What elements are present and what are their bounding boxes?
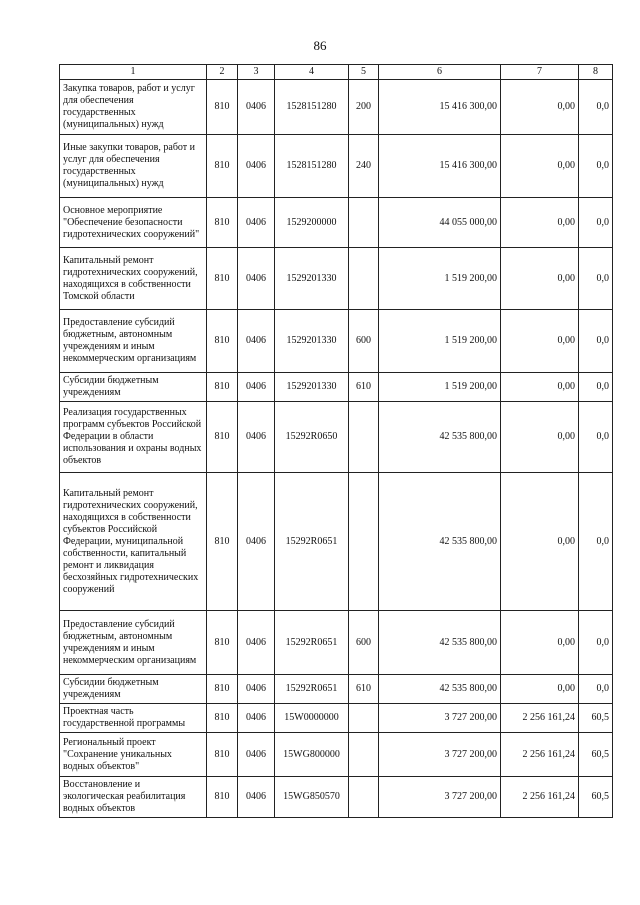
cell-planned: 1 519 200,00: [379, 248, 501, 310]
cell-expense-type: [349, 402, 379, 473]
cell-chapter: 810: [207, 611, 238, 675]
cell-executed: 2 256 161,24: [501, 777, 579, 818]
table-row: [60, 704, 613, 733]
cell-target-article: 15292R0651: [275, 675, 349, 704]
cell-expense-type: [349, 473, 379, 611]
row-name: Субсидии бюджетным учреждениям: [60, 373, 207, 402]
cell-expense-type: 610: [349, 675, 379, 704]
cell-percent: 0,0: [579, 402, 613, 473]
cell-section: 0406: [238, 248, 275, 310]
cell-expense-type: 610: [349, 373, 379, 402]
row-name: Восстановление и экологическая реабилитация водных объектов: [60, 777, 207, 818]
cell-chapter: 810: [207, 248, 238, 310]
cell-section: 0406: [238, 473, 275, 611]
page-number: 86: [313, 38, 327, 53]
column-header: 6: [379, 65, 501, 80]
cell-percent: 0,0: [579, 611, 613, 675]
cell-planned: 3 727 200,00: [379, 733, 501, 777]
cell-planned: 42 535 800,00: [379, 402, 501, 473]
cell-chapter: 810: [207, 704, 238, 733]
cell-planned: 15 416 300,00: [379, 80, 501, 135]
cell-section: 0406: [238, 704, 275, 733]
table-row: [60, 777, 613, 818]
cell-planned: 42 535 800,00: [379, 675, 501, 704]
row-name: Иные закупки товаров, работ и услуг для обеспечения государственных (муниципальных) нужд: [60, 135, 207, 198]
cell-chapter: 810: [207, 80, 238, 135]
cell-planned: 42 535 800,00: [379, 611, 501, 675]
cell-chapter: 810: [207, 402, 238, 473]
cell-target-article: 15W0000000: [275, 704, 349, 733]
row-name: Капитальный ремонт гидротехнических сооружений, находящихся в собственности субъектов Российской Федерации, муниципальной собственности, капитальный ремонт и ликвидация бесхозяйных гидротехнических сооружений: [60, 473, 207, 611]
cell-executed: 2 256 161,24: [501, 733, 579, 777]
table-row: [60, 733, 613, 777]
cell-target-article: 1529201330: [275, 248, 349, 310]
budget-table: [59, 64, 613, 818]
cell-chapter: 810: [207, 733, 238, 777]
table-row: [60, 135, 613, 198]
row-name: Субсидии бюджетным учреждениям: [60, 675, 207, 704]
column-header: 4: [275, 65, 349, 80]
cell-executed: 0,00: [501, 373, 579, 402]
cell-section: 0406: [238, 402, 275, 473]
row-name: Реализация государственных программ субъектов Российской Федерации в области использования и охраны водных объектов: [60, 402, 207, 473]
cell-percent: 0,0: [579, 675, 613, 704]
cell-target-article: 1528151280: [275, 80, 349, 135]
cell-planned: 3 727 200,00: [379, 777, 501, 818]
cell-target-article: 15WG850570: [275, 777, 349, 818]
cell-executed: 0,00: [501, 198, 579, 248]
cell-planned: 1 519 200,00: [379, 310, 501, 373]
cell-planned: 42 535 800,00: [379, 473, 501, 611]
cell-executed: 0,00: [501, 310, 579, 373]
cell-percent: 0,0: [579, 80, 613, 135]
cell-chapter: 810: [207, 473, 238, 611]
cell-section: 0406: [238, 777, 275, 818]
column-header: 3: [238, 65, 275, 80]
column-header: 1: [60, 65, 207, 80]
cell-planned: 44 055 000,00: [379, 198, 501, 248]
cell-expense-type: 240: [349, 135, 379, 198]
cell-section: 0406: [238, 135, 275, 198]
cell-expense-type: [349, 198, 379, 248]
cell-target-article: 15292R0650: [275, 402, 349, 473]
row-name: Проектная часть государственной программы: [60, 704, 207, 733]
cell-target-article: 1529201330: [275, 310, 349, 373]
column-header: 8: [579, 65, 613, 80]
row-name: Основное мероприятие "Обеспечение безопасности гидротехнических сооружений": [60, 198, 207, 248]
cell-chapter: 810: [207, 310, 238, 373]
cell-executed: 2 256 161,24: [501, 704, 579, 733]
cell-expense-type: 600: [349, 611, 379, 675]
cell-percent: 60,5: [579, 733, 613, 777]
cell-percent: 0,0: [579, 310, 613, 373]
column-header: 5: [349, 65, 379, 80]
cell-expense-type: 200: [349, 80, 379, 135]
cell-planned: 1 519 200,00: [379, 373, 501, 402]
table-row: [60, 80, 613, 135]
table-row: [60, 248, 613, 310]
cell-executed: 0,00: [501, 675, 579, 704]
cell-target-article: 1529201330: [275, 373, 349, 402]
table-row: [60, 373, 613, 402]
cell-percent: 0,0: [579, 198, 613, 248]
cell-section: 0406: [238, 733, 275, 777]
table-row: [60, 611, 613, 675]
cell-executed: 0,00: [501, 248, 579, 310]
cell-executed: 0,00: [501, 135, 579, 198]
cell-percent: 60,5: [579, 777, 613, 818]
table-row: [60, 675, 613, 704]
cell-executed: 0,00: [501, 80, 579, 135]
row-name: Региональный проект "Сохранение уникальных водных объектов": [60, 733, 207, 777]
cell-planned: 3 727 200,00: [379, 704, 501, 733]
cell-executed: 0,00: [501, 473, 579, 611]
row-name: Капитальный ремонт гидротехнических сооружений, находящихся в собственности Томской области: [60, 248, 207, 310]
table-row: [60, 310, 613, 373]
cell-expense-type: [349, 777, 379, 818]
cell-percent: 0,0: [579, 373, 613, 402]
cell-chapter: 810: [207, 198, 238, 248]
table-row: [60, 473, 613, 611]
cell-section: 0406: [238, 310, 275, 373]
table-header-row: [60, 65, 613, 80]
cell-target-article: 1529200000: [275, 198, 349, 248]
cell-expense-type: [349, 248, 379, 310]
cell-section: 0406: [238, 373, 275, 402]
cell-target-article: 15292R0651: [275, 611, 349, 675]
cell-executed: 0,00: [501, 402, 579, 473]
cell-percent: 0,0: [579, 135, 613, 198]
row-name: Предоставление субсидий бюджетным, автономным учреждениям и иным некоммерческим организациям: [60, 310, 207, 373]
cell-target-article: 1528151280: [275, 135, 349, 198]
cell-section: 0406: [238, 198, 275, 248]
cell-planned: 15 416 300,00: [379, 135, 501, 198]
cell-chapter: 810: [207, 675, 238, 704]
cell-percent: 0,0: [579, 248, 613, 310]
column-header: 2: [207, 65, 238, 80]
row-name: Закупка товаров, работ и услуг для обеспечения государственных (муниципальных) нужд: [60, 80, 207, 135]
cell-executed: 0,00: [501, 611, 579, 675]
table-row: [60, 402, 613, 473]
cell-percent: 60,5: [579, 704, 613, 733]
cell-expense-type: [349, 733, 379, 777]
cell-section: 0406: [238, 611, 275, 675]
cell-chapter: 810: [207, 373, 238, 402]
table-row: [60, 198, 613, 248]
cell-chapter: 810: [207, 135, 238, 198]
cell-percent: 0,0: [579, 473, 613, 611]
cell-chapter: 810: [207, 777, 238, 818]
cell-target-article: 15WG800000: [275, 733, 349, 777]
cell-section: 0406: [238, 80, 275, 135]
row-name: Предоставление субсидий бюджетным, автономным учреждениям и иным некоммерческим организациям: [60, 611, 207, 675]
column-header: 7: [501, 65, 579, 80]
cell-section: 0406: [238, 675, 275, 704]
cell-expense-type: [349, 704, 379, 733]
cell-expense-type: 600: [349, 310, 379, 373]
cell-target-article: 15292R0651: [275, 473, 349, 611]
